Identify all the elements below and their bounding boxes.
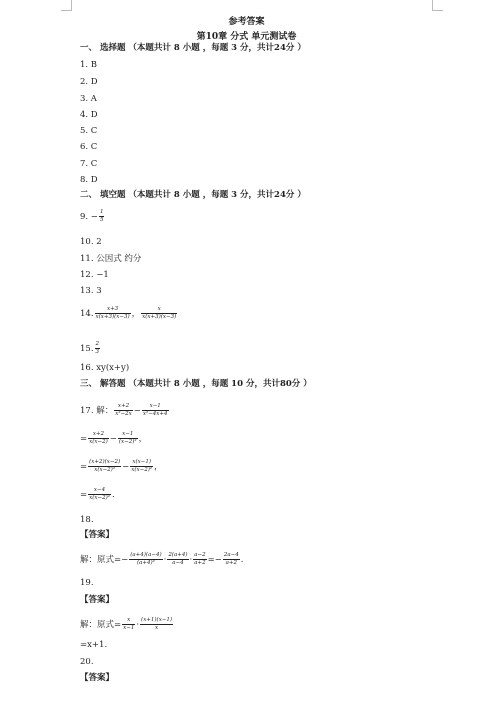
separator: ， (131, 309, 141, 319)
operator: · (163, 555, 167, 565)
fill-answer-13: 13. 3 (80, 286, 102, 296)
solution-prefix: 解：原式= (80, 620, 122, 630)
q19-result: =x+1. (80, 640, 108, 650)
denominator: x²−4x+4 (142, 411, 168, 417)
denominator: (a+4)² (136, 560, 155, 566)
q17-line-1 (80, 403, 170, 418)
fraction (167, 552, 188, 567)
numerator: x−1 (118, 431, 138, 439)
operator: · (136, 620, 140, 630)
denominator: a−4 (172, 560, 184, 566)
fraction (88, 459, 121, 474)
q18-label: 18. (80, 515, 94, 525)
question-number: 15. (80, 344, 94, 354)
fraction (223, 552, 240, 567)
document-title: 参考答案 (228, 17, 265, 27)
numerator: x+3 (95, 306, 131, 314)
section-heading-solution: 三、 解答题 （本题共计 8 小题 ，每题 10 分，共计80分 ） (80, 379, 312, 389)
document-subtitle: 第10章 分式 单元测试卷 (196, 32, 297, 42)
denominator: x(x−2)² (89, 495, 110, 501)
q20-label: 20. (80, 657, 94, 667)
numerator: (x+2)(x−2) (89, 459, 121, 465)
fraction (88, 487, 111, 502)
punctuation: ， (154, 462, 163, 472)
numerator: 2(a+4) (168, 552, 188, 558)
denominator: x−1 (123, 625, 135, 631)
q17-line-3 (80, 459, 163, 474)
punctuation: . (111, 490, 115, 500)
operator: = (80, 434, 88, 444)
numerator: a−2 (194, 552, 206, 558)
choice-answer: 5. C (80, 126, 98, 136)
q19-solution (80, 617, 174, 632)
numerator: x+2 (88, 431, 109, 439)
fraction (142, 403, 169, 418)
numerator: 2a−4 (223, 552, 239, 558)
fraction (129, 552, 162, 567)
numerator: x−4 (88, 487, 111, 495)
fill-answer-16: 16. xy(x+y) (80, 363, 130, 373)
numerator: x−1 (142, 403, 169, 411)
denominator: x (155, 625, 159, 631)
choice-answer: 2. D (80, 77, 98, 87)
numerator: 1 (99, 209, 104, 215)
choice-answer: 7. C (80, 159, 98, 169)
section-heading-fill: 二、 填空题 （本题共计 8 小题 ，每题 3 分，共计24分 ） (80, 190, 306, 200)
question-label: 17. 解： (80, 406, 114, 416)
fraction (95, 341, 101, 356)
corner-mark-left (61, 0, 72, 11)
answer-tag: 【答案】 (80, 673, 115, 683)
choice-answer: 4. D (80, 110, 98, 120)
corner-mark-right (432, 0, 443, 11)
denominator: a+2 (225, 560, 237, 566)
fraction (193, 552, 206, 567)
question-number: 9. − (80, 212, 98, 222)
numerator: 2 (95, 341, 100, 347)
q18-solution (80, 552, 243, 567)
fraction (130, 459, 153, 474)
denominator: 3 (95, 349, 100, 355)
choice-answer: 8. D (80, 175, 98, 185)
choice-answer: 3. A (80, 94, 97, 104)
denominator: x²−2x (115, 411, 132, 417)
fraction (114, 403, 133, 418)
answer-tag: 【答案】 (80, 530, 115, 540)
fraction (140, 617, 173, 632)
q17-line-4 (80, 487, 115, 502)
choice-answer: 1. B (80, 60, 98, 70)
punctuation: ， (138, 434, 148, 444)
fraction (122, 617, 135, 632)
operator: = (80, 462, 88, 472)
operator: = (80, 490, 88, 500)
numerator: (a+4)(a−4) (130, 552, 162, 558)
denominator: x(x−2) (89, 439, 108, 445)
denominator: 5 (99, 217, 104, 223)
fraction (88, 431, 109, 446)
operator: =− (207, 555, 222, 565)
section-heading-choice: 一、 选择题 （本题共计 8 小题 ，每题 3 分，共计24分 ） (80, 43, 306, 53)
denominator: a+2 (194, 560, 206, 566)
solution-prefix: 解：原式=− (80, 555, 129, 565)
fill-answer-10: 10. 2 (80, 237, 102, 247)
numerator: x (122, 617, 135, 625)
fill-answer-12: 12. −1 (80, 270, 109, 280)
denominator: (x−2)² (118, 439, 137, 445)
fraction (99, 209, 105, 224)
fraction (95, 306, 131, 321)
choice-answer: 6. C (80, 142, 98, 152)
q19-label: 19. (80, 578, 94, 588)
fill-answer-15 (80, 341, 101, 356)
fill-answer-9 (80, 209, 105, 224)
denominator: x(x−2)² (94, 467, 116, 473)
numerator: (x+1)(x−1) (141, 617, 173, 623)
operator: − (109, 434, 117, 444)
answer-tag: 【答案】 (80, 595, 115, 605)
operator: · (189, 555, 193, 565)
operator: − (133, 406, 141, 416)
numerator: x+2 (114, 403, 133, 411)
numerator: x (141, 306, 177, 314)
question-number: 14. (80, 309, 94, 319)
denominator: x(x+3)(x−3) (142, 314, 177, 320)
q17-line-2 (80, 431, 147, 446)
fill-answer-11: 11. 公因式 约分 (80, 254, 142, 264)
punctuation: . (240, 555, 244, 565)
denominator: x(x+3)(x−3) (95, 314, 130, 320)
fill-answer-14 (80, 306, 178, 321)
fraction (118, 431, 138, 446)
fraction (141, 306, 177, 321)
denominator: x(x−2)² (131, 467, 153, 473)
numerator: x(x−1) (130, 459, 153, 467)
operator: − (122, 462, 130, 472)
